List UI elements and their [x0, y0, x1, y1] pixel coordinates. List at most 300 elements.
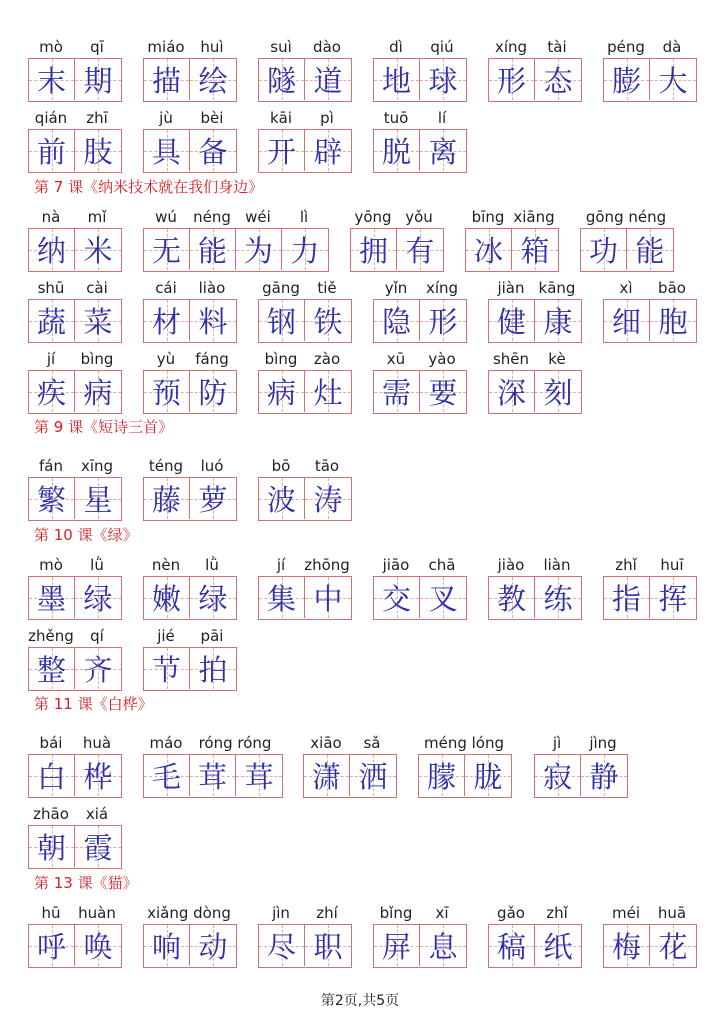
word-group: [143, 109, 238, 175]
lesson-heading: 第 9 课《短诗三首》: [34, 418, 174, 436]
pinyin-line: [28, 279, 123, 301]
hanzi-character: 练: [543, 582, 573, 616]
tianzige-grid: [143, 477, 237, 521]
pinyin-syllable: xiāng: [513, 208, 555, 226]
hanzi-character: 菜: [83, 305, 113, 339]
word-group: [488, 279, 583, 345]
pinyin-line: [373, 109, 468, 131]
word-group: [143, 734, 284, 800]
hanzi-character: 职: [313, 930, 343, 964]
tianzige-cell: [489, 300, 535, 341]
pinyin-line: [373, 279, 468, 301]
pinyin-syllable: xī: [435, 904, 449, 922]
pinyin-syllable: bāo: [658, 279, 686, 297]
tianzige-cell: [236, 755, 282, 796]
pinyin-line: [488, 904, 583, 926]
word-group: [143, 904, 238, 970]
hanzi-character: 道: [313, 64, 343, 98]
hanzi-character: 藤: [151, 483, 181, 517]
tianzige-grid: [580, 228, 674, 272]
word-group: [373, 350, 468, 416]
pinyin-syllable: dì: [389, 38, 403, 56]
tianzige-cell: [259, 478, 305, 519]
pinyin-syllable: jiào: [497, 556, 525, 574]
pinyin-syllable: qī: [90, 38, 104, 56]
hanzi-character: 波: [266, 483, 296, 517]
pinyin-line: [373, 350, 468, 372]
tianzige-grid: [258, 370, 352, 414]
pinyin-syllable: jiāo: [382, 556, 410, 574]
tianzige-grid: [258, 129, 352, 173]
hanzi-character: 功: [588, 234, 618, 268]
pinyin-syllable: fán: [39, 457, 63, 475]
hanzi-character: 嫩: [151, 582, 181, 616]
hanzi-character: 能: [635, 234, 665, 268]
pinyin-syllable: gǎo: [497, 904, 525, 922]
tianzige-cell: [420, 300, 466, 341]
pinyin-syllable: mǐ: [87, 208, 107, 226]
pinyin-syllable: xiǎng dòng: [147, 904, 231, 922]
hanzi-character: 深: [496, 376, 526, 410]
tianzige-grid: [488, 299, 582, 343]
pinyin-syllable: yù: [156, 350, 176, 368]
hanzi-character: 教: [496, 582, 526, 616]
tianzige-cell: [419, 755, 465, 796]
pinyin-syllable: xíng: [494, 38, 528, 56]
pinyin-line: [373, 904, 468, 926]
pinyin-syllable: tuō: [383, 109, 409, 127]
word-group: [143, 350, 238, 416]
pinyin-syllable: péng: [607, 38, 645, 56]
hanzi-character: 中: [313, 582, 343, 616]
pinyin-syllable: jí: [276, 556, 286, 574]
hanzi-character: 呼: [36, 930, 66, 964]
pinyin-syllable: qiú: [430, 38, 454, 56]
pinyin-syllable: zhěng: [28, 627, 74, 645]
pinyin-syllable: zhǐ: [546, 904, 568, 922]
hanzi-character: 冰: [473, 234, 503, 268]
pinyin-syllable: jiàn: [497, 279, 525, 297]
tianzige-cell: [489, 925, 535, 966]
pinyin-line: [258, 350, 353, 372]
hanzi-character: 涛: [313, 483, 343, 517]
tianzige-grid: [258, 576, 352, 620]
lesson-heading: 第 7 课《纳米技术就在我们身边》: [34, 178, 264, 196]
word-group: [603, 38, 698, 104]
hanzi-character: 萝: [198, 483, 228, 517]
tianzige-cell: [350, 755, 396, 796]
tianzige-cell: [374, 130, 420, 171]
word-group: [258, 904, 353, 970]
word-group: [350, 208, 445, 274]
pinyin-line: [143, 556, 238, 578]
pinyin-line: [303, 734, 398, 756]
word-group: [373, 109, 468, 175]
tianzige-cell: [650, 59, 696, 100]
tianzige-cell: [650, 925, 696, 966]
tianzige-grid: [258, 477, 352, 521]
pinyin-line: [143, 457, 238, 479]
pinyin-line: [258, 556, 353, 578]
hanzi-character: 白: [36, 760, 66, 794]
hanzi-character: 膨: [611, 64, 641, 98]
hanzi-character: 花: [658, 930, 688, 964]
word-group: [143, 556, 238, 622]
hanzi-character: 绘: [198, 64, 228, 98]
lesson-heading: 第 10 课《绿》: [34, 526, 138, 544]
word-group: [28, 279, 123, 345]
tianzige-cell: [489, 59, 535, 100]
pinyin-line: [143, 208, 330, 230]
tianzige-cell: [374, 371, 420, 412]
pinyin-syllable: shū: [37, 279, 65, 297]
pinyin-line: [488, 350, 583, 372]
pinyin-syllable: huì: [200, 38, 224, 56]
hanzi-character: 期: [83, 64, 113, 98]
pinyin-line: [28, 208, 123, 230]
hanzi-character: 刻: [543, 376, 573, 410]
tianzige-cell: [351, 229, 397, 270]
tianzige-grid: [488, 370, 582, 414]
pinyin-syllable: wéi: [245, 208, 271, 226]
tianzige-grid: [465, 228, 559, 272]
word-group: [488, 350, 583, 416]
pinyin-syllable: xíng: [425, 279, 459, 297]
word-group: [258, 279, 353, 345]
tianzige-cell: [604, 300, 650, 341]
pinyin-line: [28, 805, 123, 827]
hanzi-character: 拍: [198, 653, 228, 687]
pinyin-syllable: tài: [547, 38, 567, 56]
tianzige-cell: [29, 925, 75, 966]
tianzige-cell: [236, 229, 282, 270]
pinyin-line: [465, 208, 560, 230]
tianzige-grid: [488, 576, 582, 620]
word-group: [28, 805, 123, 871]
tianzige-cell: [304, 755, 350, 796]
pinyin-syllable: lǜ: [205, 556, 219, 574]
tianzige-cell: [374, 577, 420, 618]
pinyin-syllable: cái: [155, 279, 177, 297]
word-group: [143, 627, 238, 693]
pinyin-syllable: lǜ: [90, 556, 104, 574]
tianzige-cell: [75, 925, 121, 966]
pinyin-syllable: yǐn: [384, 279, 408, 297]
hanzi-character: 响: [151, 930, 181, 964]
word-group: [28, 627, 123, 693]
pinyin-line: [143, 350, 238, 372]
pinyin-line: [580, 208, 675, 230]
pinyin-line: [488, 38, 583, 60]
pinyin-syllable: xì: [619, 279, 633, 297]
tianzige-grid: [143, 924, 237, 968]
hanzi-character: 钢: [266, 305, 296, 339]
tianzige-grid: [28, 576, 122, 620]
hanzi-character: 铁: [313, 305, 343, 339]
tianzige-cell: [75, 755, 121, 796]
hanzi-character: 茸: [197, 760, 227, 794]
pinyin-syllable: zhāo: [33, 805, 69, 823]
lesson-heading: 第 13 课《猫》: [34, 874, 138, 892]
tianzige-grid: [488, 924, 582, 968]
hanzi-character: 朦: [426, 760, 456, 794]
hanzi-character: 具: [151, 135, 181, 169]
tianzige-grid: [373, 129, 467, 173]
hanzi-character: 集: [266, 582, 296, 616]
hanzi-character: 要: [428, 376, 458, 410]
tianzige-cell: [581, 229, 627, 270]
hanzi-character: 蔬: [36, 305, 66, 339]
tianzige-grid: [28, 129, 122, 173]
hanzi-character: 唤: [83, 930, 113, 964]
hanzi-character: 交: [381, 582, 411, 616]
tianzige-cell: [144, 925, 190, 966]
hanzi-character: 为: [243, 234, 273, 268]
pinyin-line: [28, 38, 123, 60]
tianzige-cell: [29, 371, 75, 412]
pinyin-line: [373, 556, 468, 578]
word-group: [373, 279, 468, 345]
tianzige-grid: [143, 299, 237, 343]
hanzi-character: 静: [589, 760, 619, 794]
tianzige-cell: [259, 300, 305, 341]
tianzige-cell: [190, 648, 236, 689]
tianzige-cell: [512, 229, 558, 270]
hanzi-character: 米: [83, 234, 113, 268]
tianzige-cell: [190, 755, 236, 796]
pinyin-syllable: lì: [299, 208, 309, 226]
tianzige-grid: [143, 576, 237, 620]
pinyin-syllable: gōng néng: [585, 208, 667, 226]
tianzige-cell: [650, 300, 696, 341]
word-group: [418, 734, 513, 800]
pinyin-line: [28, 457, 123, 479]
hanzi-character: 叉: [428, 582, 458, 616]
tianzige-cell: [190, 371, 236, 412]
word-group: [258, 350, 353, 416]
pinyin-syllable: zhōng: [304, 556, 350, 574]
tianzige-cell: [305, 130, 351, 171]
tianzige-grid: [28, 299, 122, 343]
pinyin-line: [143, 38, 238, 60]
tianzige-cell: [190, 59, 236, 100]
tianzige-cell: [397, 229, 443, 270]
hanzi-character: 桦: [83, 760, 113, 794]
hanzi-character: 拥: [358, 234, 388, 268]
tianzige-cell: [144, 371, 190, 412]
word-group: [28, 38, 123, 104]
pinyin-line: [28, 627, 123, 649]
hanzi-character: 动: [198, 930, 228, 964]
tianzige-grid: [28, 228, 122, 272]
tianzige-grid: [373, 58, 467, 102]
hanzi-character: 疾: [36, 376, 66, 410]
hanzi-character: 康: [543, 305, 573, 339]
hanzi-character: 寂: [542, 760, 572, 794]
tianzige-grid: [258, 924, 352, 968]
word-group: [373, 904, 468, 970]
pinyin-syllable: huà: [82, 734, 112, 752]
pinyin-line: [258, 457, 353, 479]
tianzige-grid: [143, 228, 329, 272]
tianzige-cell: [535, 577, 581, 618]
tianzige-cell: [420, 130, 466, 171]
pinyin-syllable: máo: [149, 734, 183, 752]
pinyin-syllable: chā: [428, 556, 456, 574]
pinyin-syllable: bǐng: [379, 904, 413, 922]
pinyin-syllable: xiāo: [310, 734, 342, 752]
hanzi-character: 纸: [543, 930, 573, 964]
pinyin-syllable: jí: [46, 350, 56, 368]
tianzige-cell: [144, 648, 190, 689]
pinyin-syllable: bìng: [80, 350, 114, 368]
word-group: [603, 904, 698, 970]
tianzige-cell: [650, 577, 696, 618]
tianzige-grid: [418, 754, 512, 798]
tianzige-cell: [29, 826, 75, 867]
tianzige-cell: [144, 300, 190, 341]
hanzi-character: 绿: [198, 582, 228, 616]
pinyin-syllable: hū: [41, 904, 61, 922]
tianzige-cell: [420, 925, 466, 966]
pinyin-line: [603, 38, 698, 60]
pinyin-line: [488, 279, 583, 301]
word-group: [488, 904, 583, 970]
pinyin-syllable: qián: [34, 109, 68, 127]
tianzige-cell: [305, 59, 351, 100]
word-group: [143, 208, 330, 274]
tianzige-grid: [28, 647, 122, 691]
word-group: [258, 38, 353, 104]
pinyin-syllable: zào: [313, 350, 341, 368]
hanzi-character: 末: [36, 64, 66, 98]
hanzi-character: 指: [611, 582, 641, 616]
pinyin-syllable: miáo: [147, 38, 185, 56]
word-group: [28, 109, 123, 175]
hanzi-character: 墨: [36, 582, 66, 616]
tianzige-cell: [144, 478, 190, 519]
tianzige-grid: [28, 825, 122, 869]
tianzige-cell: [75, 300, 121, 341]
pinyin-line: [143, 627, 238, 649]
tianzige-cell: [627, 229, 673, 270]
pinyin-syllable: cài: [86, 279, 108, 297]
tianzige-cell: [420, 577, 466, 618]
pinyin-line: [603, 904, 698, 926]
hanzi-character: 材: [151, 305, 181, 339]
pinyin-syllable: zhǐ: [615, 556, 637, 574]
tianzige-cell: [604, 59, 650, 100]
pinyin-line: [258, 109, 353, 131]
hanzi-character: 潇: [311, 760, 341, 794]
hanzi-character: 前: [36, 135, 66, 169]
pinyin-syllable: méi: [611, 904, 640, 922]
pinyin-syllable: kè: [548, 350, 566, 368]
page-footer: 第2页,共5页: [320, 993, 400, 1009]
hanzi-character: 星: [83, 483, 113, 517]
word-group: [28, 208, 123, 274]
hanzi-character: 洒: [358, 760, 388, 794]
tianzige-cell: [144, 229, 190, 270]
pinyin-line: [373, 38, 468, 60]
pinyin-syllable: yào: [428, 350, 456, 368]
tianzige-cell: [144, 577, 190, 618]
word-group: [603, 279, 698, 345]
pinyin-line: [28, 734, 123, 756]
pinyin-line: [143, 734, 284, 756]
hanzi-character: 隧: [266, 64, 296, 98]
word-group: [373, 38, 468, 104]
hanzi-character: 病: [266, 376, 296, 410]
tianzige-cell: [374, 925, 420, 966]
tianzige-cell: [29, 478, 75, 519]
tianzige-cell: [374, 300, 420, 341]
hanzi-character: 绿: [83, 582, 113, 616]
pinyin-syllable: pāi: [200, 627, 224, 645]
hanzi-character: 箱: [520, 234, 550, 268]
pinyin-line: [258, 279, 353, 301]
pinyin-line: [143, 279, 238, 301]
tianzige-cell: [75, 130, 121, 171]
pinyin-syllable: dào: [313, 38, 341, 56]
pinyin-syllable: bìng: [264, 350, 298, 368]
tianzige-cell: [374, 59, 420, 100]
hanzi-character: 离: [428, 135, 458, 169]
tianzige-cell: [259, 371, 305, 412]
hanzi-character: 繁: [36, 483, 66, 517]
tianzige-grid: [28, 370, 122, 414]
pinyin-syllable: huī: [660, 556, 684, 574]
tianzige-grid: [373, 576, 467, 620]
tianzige-cell: [190, 229, 236, 270]
tianzige-grid: [143, 370, 237, 414]
hanzi-character: 挥: [658, 582, 688, 616]
hanzi-character: 胧: [473, 760, 503, 794]
word-group: [28, 734, 123, 800]
hanzi-character: 开: [266, 135, 296, 169]
pinyin-syllable: xīng: [80, 457, 114, 475]
pinyin-syllable: nèn: [151, 556, 181, 574]
pinyin-syllable: zhī: [86, 109, 108, 127]
tianzige-cell: [190, 478, 236, 519]
hanzi-character: 态: [543, 64, 573, 98]
pinyin-line: [258, 38, 353, 60]
hanzi-character: 预: [151, 376, 181, 410]
pinyin-line: [143, 109, 238, 131]
hanzi-character: 力: [290, 234, 320, 268]
pinyin-line: [258, 904, 353, 926]
hanzi-character: 能: [197, 234, 227, 268]
tianzige-cell: [29, 59, 75, 100]
tianzige-grid: [143, 58, 237, 102]
tianzige-grid: [350, 228, 444, 272]
pinyin-syllable: gāng: [262, 279, 300, 297]
tianzige-grid: [258, 58, 352, 102]
tianzige-cell: [305, 300, 351, 341]
pinyin-line: [534, 734, 629, 756]
tianzige-cell: [420, 59, 466, 100]
pinyin-syllable: liào: [198, 279, 226, 297]
hanzi-character: 朝: [36, 831, 66, 865]
tianzige-cell: [259, 130, 305, 171]
tianzige-cell: [190, 925, 236, 966]
word-group: [488, 556, 583, 622]
tianzige-grid: [603, 299, 697, 343]
hanzi-character: 肢: [83, 135, 113, 169]
tianzige-cell: [282, 229, 328, 270]
tianzige-cell: [144, 59, 190, 100]
hanzi-character: 毛: [151, 760, 181, 794]
